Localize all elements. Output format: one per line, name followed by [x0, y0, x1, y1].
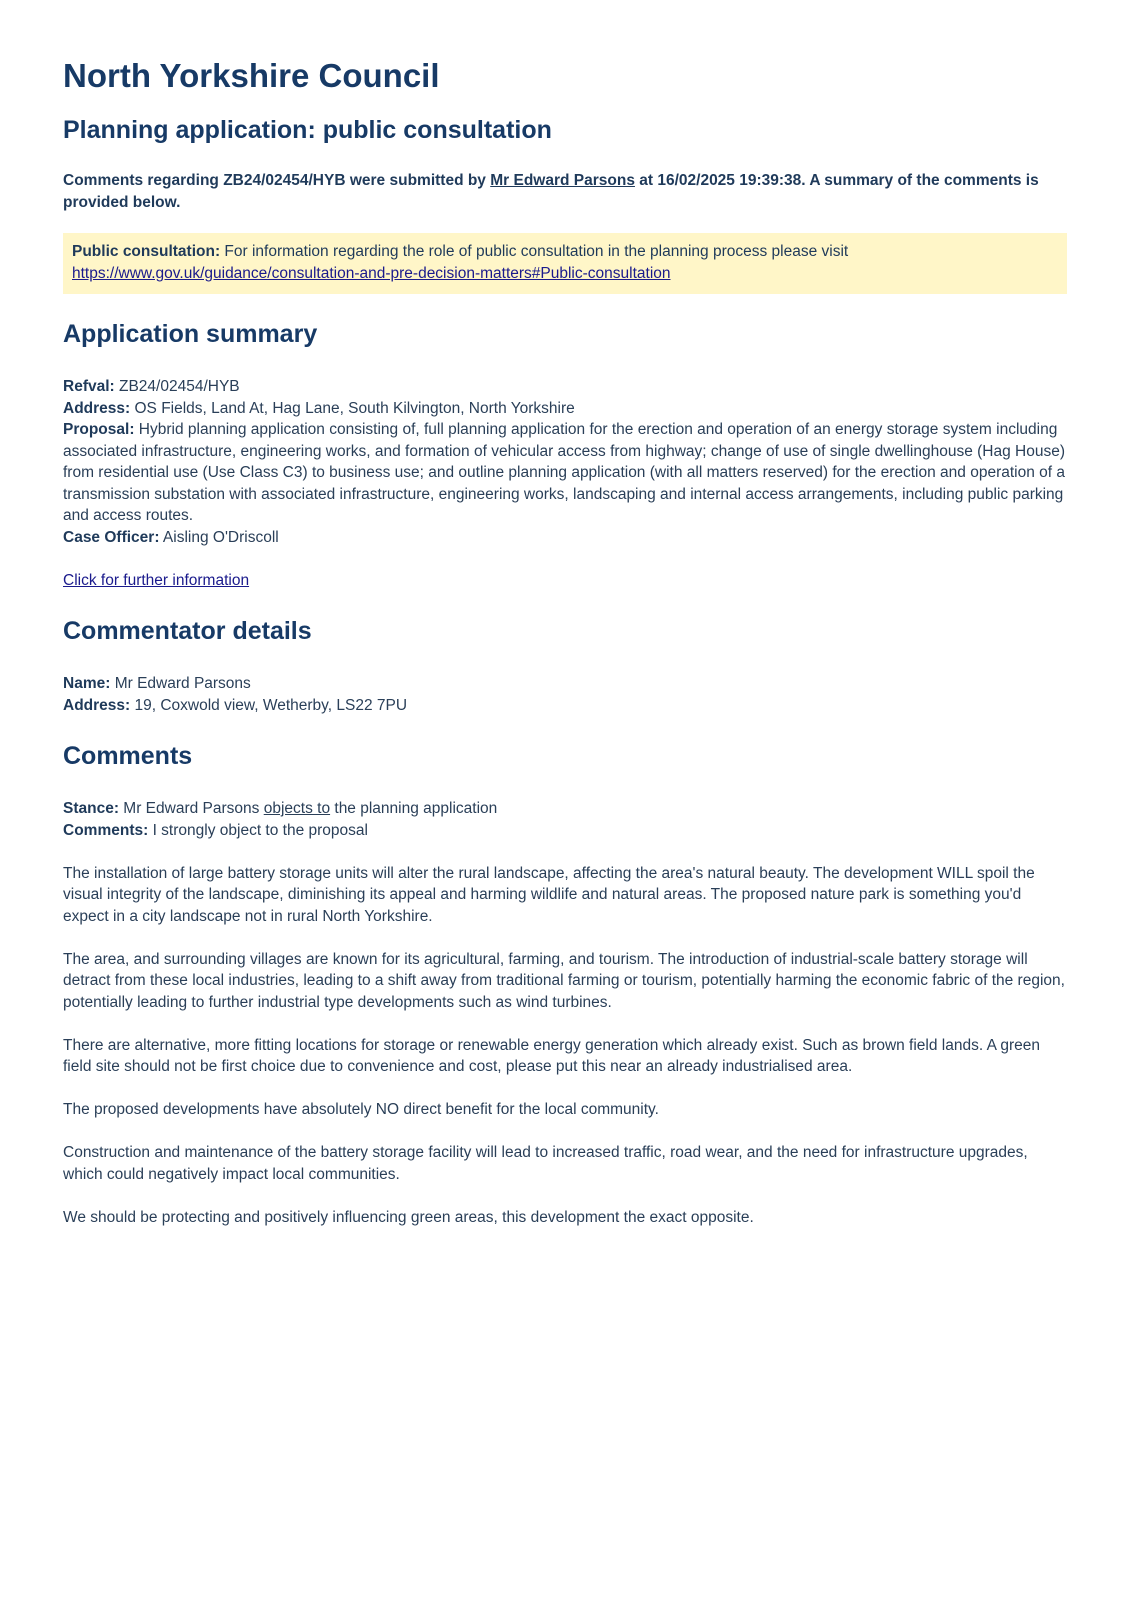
application-summary	[63, 376, 1067, 548]
comments-heading: Comments	[63, 742, 193, 770]
notice-label: Public consultation:	[72, 243, 221, 260]
stance-prefix: Mr Edward Parsons	[119, 800, 264, 817]
stance-row	[63, 798, 1067, 820]
refval-value: ZB24/02454/HYB	[114, 378, 240, 395]
commentator-address-row	[63, 695, 1067, 717]
case-officer-label: Case Officer:	[63, 528, 160, 546]
submitter-link[interactable]: Mr Edward Parsons	[490, 172, 635, 189]
proposal-label: Proposal:	[63, 421, 135, 438]
commentator-heading: Commentator details	[63, 617, 312, 645]
commentator-details	[63, 673, 1067, 716]
council-title: North Yorkshire Council	[63, 57, 440, 94]
intro-prefix: Comments regarding ZB24/02454/HYB were submitted by	[63, 172, 491, 189]
proposal-value: Hybrid planning application consisting of, full planning application for the erection and operation of an energy storage system including associated infrastructure, engineering works, and formation of vehicular access from highway; change of use of single dwellinghouse (Hag House) from residential use (Use Class C3) to business use; and outline planning application (with all matters reserved) for the erection and operation of a transmission substation with associated infrastructure, engineering works, landscaping and internal access arrangements, including public parking and access routes.	[63, 421, 1066, 524]
comments-label: Comments:	[63, 821, 149, 839]
case-officer-value: Aisling O'Driscoll	[159, 528, 279, 546]
commentator-name-row	[63, 673, 1067, 695]
address-row	[63, 398, 1067, 420]
proposal-row	[63, 419, 1067, 527]
commentator-address-label: Address:	[63, 696, 131, 714]
page-title: Planning application: public consultation	[63, 116, 552, 144]
submission-intro	[63, 170, 1067, 214]
address-value: OS Fields, Land At, Hag Lane, South Kilvington, North Yorkshire	[130, 399, 575, 417]
notice-text: For information regarding the role of public consultation in the planning process please visit	[220, 243, 849, 260]
application-summary-heading: Application summary	[63, 320, 318, 348]
case-officer-row	[63, 527, 1067, 549]
commentator-address-value: 19, Coxwold view, Wetherby, LS22 7PU	[130, 696, 408, 714]
further-info-row	[63, 570, 1067, 592]
comments-first-line: I strongly object to the proposal	[148, 821, 368, 839]
document-page	[63, 48, 1067, 1228]
commentator-name-label: Name:	[63, 675, 111, 692]
public-consultation-notice	[63, 233, 1067, 294]
comment-paragraph: The installation of large battery storage units will alter the rural landscape, affecting the area's natural beauty. The development WILL spoil the visual integrity of the landscape, diminishing its appeal and harming wildlife and natural areas. The proposed nature park is something you'd expect in a city landscape not in rural North Yorkshire.	[63, 864, 1035, 925]
consultation-guidance-link[interactable]: https://www.gov.uk/guidance/consultation-and-pre-decision-matters#Public-consultation	[72, 264, 671, 282]
intro-suffix: at 16/02/2025 19:39:38. A summary of the comments is provided below.	[63, 172, 1039, 211]
comment-paragraph: We should be protecting and positively influencing green areas, this development the exact opposite.	[63, 1208, 754, 1226]
comments-block	[63, 798, 1067, 841]
address-label: Address:	[63, 399, 131, 417]
comment-paragraph: Construction and maintenance of the battery storage facility will lead to increased traffic, road wear, and the need for infrastructure upgrades, which could negatively impact local communities.	[63, 1144, 1028, 1183]
commentator-name-value: Mr Edward Parsons	[110, 675, 251, 692]
stance-suffix: the planning application	[330, 800, 498, 817]
further-information-link[interactable]: Click for further information	[63, 571, 250, 589]
comment-paragraph: There are alternative, more fitting locations for storage or renewable energy generation which already exist. Such as brown field lands. A green field site should not be first choice due to convenience and cost, please put this near an already industrialised area.	[63, 1036, 1041, 1075]
refval-row	[63, 376, 1067, 398]
comment-paragraph: The area, and surrounding villages are known for its agricultural, farming, and tourism. The introduction of industrial-scale battery storage will detract from these local industries, leading to a shift away from traditional farming or tourism, potentially harming the economic fabric of the region, potentially leading to further industrial type developments such as wind turbines.	[63, 950, 1065, 1011]
refval-label: Refval:	[63, 378, 115, 395]
comment-paragraph: The proposed developments have absolutely NO direct benefit for the local community.	[63, 1101, 659, 1118]
stance-value: objects to	[263, 800, 331, 817]
comments-row	[63, 820, 1067, 842]
stance-label: Stance:	[63, 800, 119, 817]
